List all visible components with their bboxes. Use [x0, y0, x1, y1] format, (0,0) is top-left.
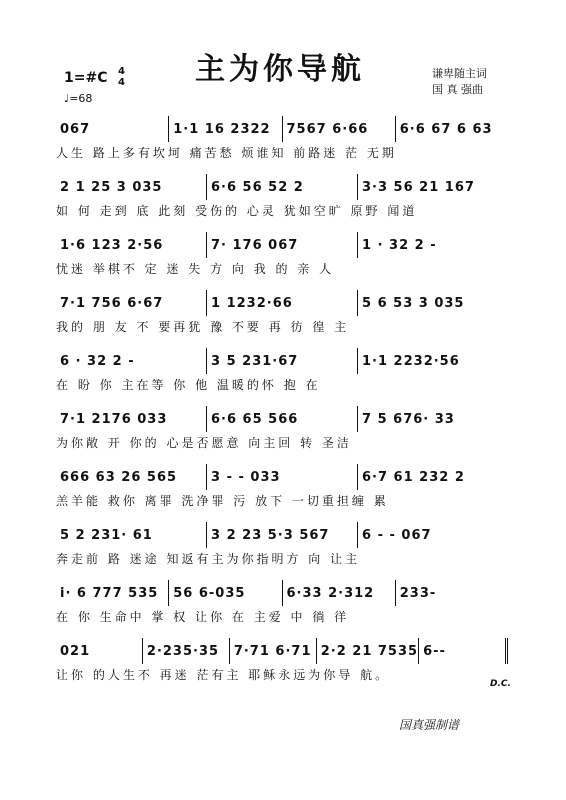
measure: 6·6 67 6 63 — [395, 116, 508, 142]
measure: 5 6 53 3 035 — [357, 290, 508, 316]
lyric-line: 我的 朋 友 不 要再犹 豫 不要 再 彷 徨 主 — [56, 320, 350, 334]
measure: 067 — [60, 121, 91, 137]
measure: 2·235·35 — [142, 638, 229, 664]
measure: 6 - - 067 — [357, 522, 508, 548]
staff-system — [56, 232, 508, 290]
notation-line — [56, 638, 508, 664]
tempo-marking: ♩=68 — [64, 92, 93, 105]
lyric-line: 在 你 生命中 掌 权 让你 在 主爱 中 徜 徉 — [56, 610, 350, 624]
staff-system — [56, 522, 508, 580]
lyric-line: 人生 路上多有坎坷 痛苦愁 烦谁知 前路迷 茫 无期 — [56, 146, 397, 160]
measure: 1 · 32 2 - — [357, 232, 508, 258]
lyric-line: 在 盼 你 主在等 你 他 温暖的怀 抱 在 — [56, 378, 321, 392]
measure: 7· 176 067 — [206, 232, 357, 258]
credits — [432, 66, 487, 98]
lyric-line: 奔走前 路 迷途 知返有主为你指明方 向 让主 — [56, 552, 361, 566]
measure: 6 · 32 2 - — [60, 353, 135, 369]
measure: 2·2 21 7535 — [316, 638, 418, 664]
lyric-line: 让你 的人生不 再迷 茫有主 耶稣永远为你导 航。 — [56, 668, 391, 682]
meter-bottom: 4 — [118, 77, 125, 88]
measure: 7·71 6·71 — [229, 638, 316, 664]
staff-system — [56, 580, 508, 638]
notation-line — [56, 174, 508, 200]
measure: i· 6 777 535 — [60, 585, 159, 601]
measure: 1·6 123 2·56 — [60, 237, 164, 253]
notation-line — [56, 232, 508, 258]
footer-credit: 国真强制谱 — [399, 718, 460, 732]
measure: 3 5 231·67 — [206, 348, 357, 374]
measure: 1·1 16 2322 — [168, 116, 281, 142]
lyric-line: 忧迷 举棋不 定 迷 失 方 向 我 的 亲 人 — [56, 262, 335, 276]
staff-system — [56, 406, 508, 464]
key-signature: 1=#C — [64, 70, 108, 86]
composer: 国 真 强曲 — [432, 83, 483, 96]
measure: 3·3 56 21 167 — [357, 174, 508, 200]
measure: 6·6 65 566 — [206, 406, 357, 432]
measure: 6-- — [418, 638, 508, 664]
notation-line — [56, 348, 508, 374]
measure: 021 — [60, 643, 91, 659]
staff-system — [56, 116, 508, 174]
score — [56, 116, 508, 696]
lyric-line: 如 何 走到 底 此刻 受伤的 心灵 犹如空旷 原野 闻道 — [56, 204, 418, 218]
notation-line — [56, 406, 508, 432]
meter-top: 4 — [118, 66, 125, 77]
lyric-line: 羔羊能 救你 离罪 洗净罪 污 放下 一切重担缠 累 — [56, 494, 389, 508]
measure: 233- — [395, 580, 508, 606]
time-signature — [118, 66, 125, 88]
measure: 1 1232·66 — [206, 290, 357, 316]
measure: 56 6-035 — [168, 580, 281, 606]
measure: 666 63 26 565 — [60, 469, 178, 485]
measure: 6·7 61 232 2 — [357, 464, 508, 490]
measure: 3 2 23 5·3 567 — [206, 522, 357, 548]
notation-line — [56, 464, 508, 490]
notation-line — [56, 522, 508, 548]
staff-system — [56, 464, 508, 522]
measure: 3 - - 033 — [206, 464, 357, 490]
measure: 6·6 56 52 2 — [206, 174, 357, 200]
measure: 7567 6·66 — [282, 116, 395, 142]
staff-system — [56, 290, 508, 348]
notation-line — [56, 290, 508, 316]
song-title: 主为你导航 — [195, 52, 365, 87]
measure: 1·1 2232·56 — [357, 348, 508, 374]
staff-system — [56, 174, 508, 232]
dc-mark: D.C. — [490, 679, 511, 689]
lyricist: 谦卑随主词 — [432, 67, 487, 80]
staff-system — [56, 348, 508, 406]
notation-line — [56, 580, 508, 606]
measure: 7·1 756 6·67 — [60, 295, 164, 311]
measure: 6·33 2·312 — [282, 580, 395, 606]
lyric-line: 为你敞 开 你的 心是否愿意 向主回 转 圣洁 — [56, 436, 352, 450]
staff-system — [56, 638, 508, 696]
measure: 2 1 25 3 035 — [60, 179, 163, 195]
measure: 7·1 2176 033 — [60, 411, 168, 427]
measure: 5 2 231· 61 — [60, 527, 153, 543]
measure: 7 5 676· 33 — [357, 406, 508, 432]
notation-line — [56, 116, 508, 142]
